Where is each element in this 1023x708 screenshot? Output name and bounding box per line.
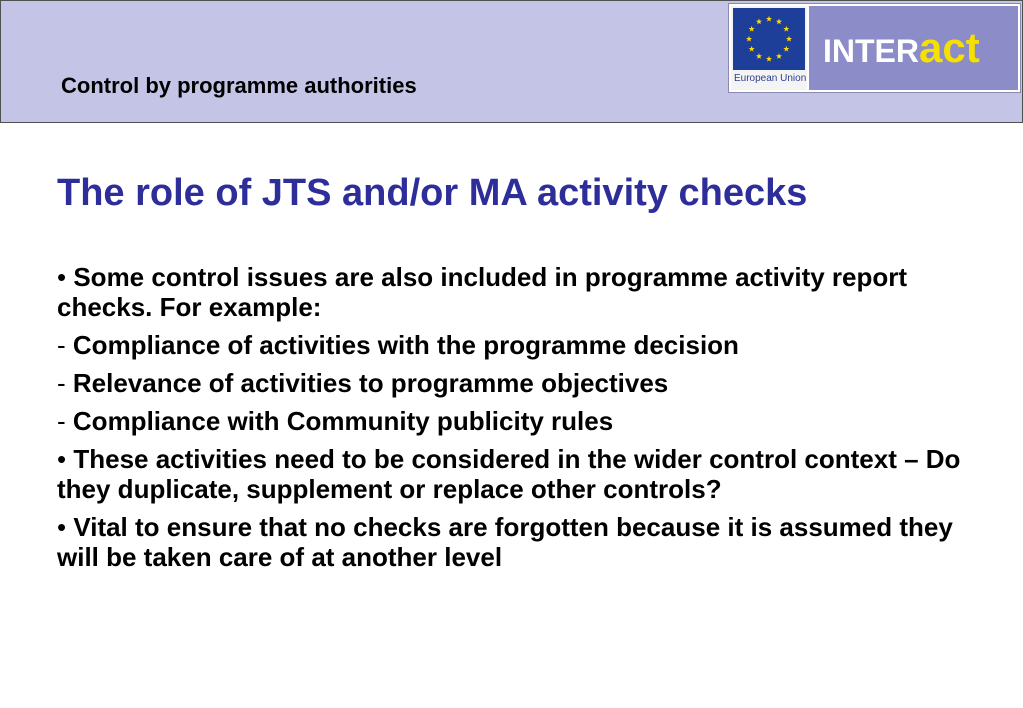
header-title: Control by programme authorities bbox=[61, 73, 417, 98]
eu-flag-icon bbox=[733, 8, 805, 70]
list-item bbox=[57, 368, 997, 398]
item-text: Vital to ensure that no checks are forgotten because it is assumed they will be taken care of at another level bbox=[57, 512, 953, 572]
eu-logo bbox=[731, 6, 807, 90]
item-text: These activities need to be considered in the wider control context – Do they duplicate, supplement or replace other controls? bbox=[57, 444, 961, 504]
eu-star-icon bbox=[749, 26, 755, 32]
slide-header bbox=[0, 0, 1023, 123]
interact-logo bbox=[728, 3, 1021, 93]
interact-wordmark bbox=[823, 24, 980, 72]
brand-act: act bbox=[919, 24, 980, 71]
eu-star-icon bbox=[766, 16, 772, 22]
item-text: Relevance of activities to programme objectives bbox=[72, 368, 669, 398]
list-item bbox=[57, 512, 997, 572]
eu-star-icon bbox=[749, 46, 755, 52]
interact-brand bbox=[809, 6, 1018, 90]
item-text: Some control issues are also included in programme activity report checks. For example: bbox=[57, 262, 908, 322]
dash-marker: - bbox=[57, 406, 66, 436]
eu-label: European Union bbox=[734, 73, 807, 84]
slide-title: The role of JTS and/or MA activity checks bbox=[57, 172, 808, 214]
list-item bbox=[57, 262, 997, 322]
eu-star-icon bbox=[776, 18, 782, 24]
dash-marker: - bbox=[57, 368, 66, 398]
eu-star-icon bbox=[766, 56, 772, 62]
eu-star-icon bbox=[783, 46, 789, 52]
eu-star-icon bbox=[783, 26, 789, 32]
dash-marker: - bbox=[57, 330, 66, 360]
bullet-marker: • bbox=[57, 262, 67, 292]
eu-star-icon bbox=[776, 53, 782, 59]
list-item bbox=[57, 444, 997, 504]
eu-star-icon bbox=[756, 18, 762, 24]
list-item bbox=[57, 330, 997, 360]
bullet-marker: • bbox=[57, 512, 67, 542]
item-text: Compliance with Community publicity rules bbox=[72, 406, 614, 436]
list-item bbox=[57, 406, 997, 436]
brand-inter: INTER bbox=[823, 33, 919, 69]
eu-star-icon bbox=[746, 36, 752, 42]
bullet-marker: • bbox=[57, 444, 67, 474]
item-text: Compliance of activities with the programme decision bbox=[72, 330, 739, 360]
eu-star-icon bbox=[786, 36, 792, 42]
eu-star-icon bbox=[756, 53, 762, 59]
slide-body bbox=[57, 262, 997, 580]
